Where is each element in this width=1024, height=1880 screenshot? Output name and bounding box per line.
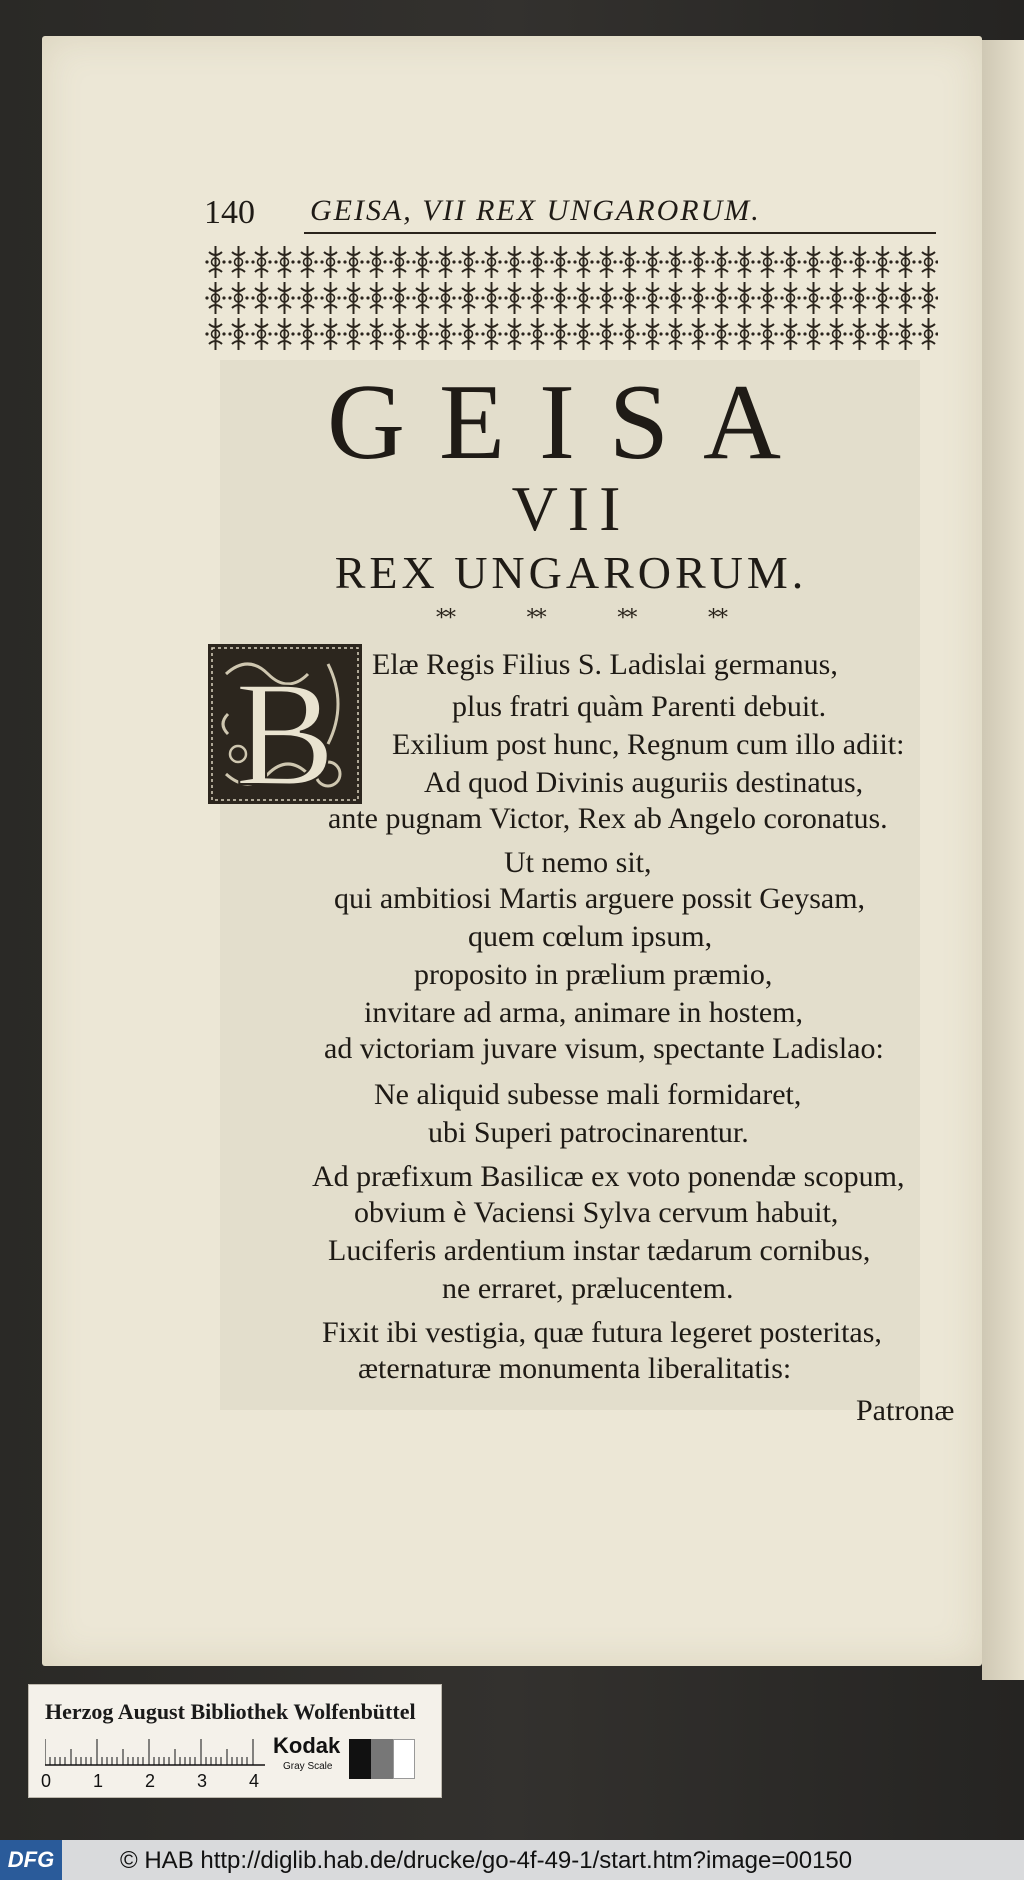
text-line: plus fratri quàm Parenti debuit. xyxy=(452,690,827,723)
text-line: proposito in prælium præmio, xyxy=(414,958,773,991)
dropcap-letter: B xyxy=(234,651,336,804)
text-line: Ad quod Divinis auguriis destinatus, xyxy=(424,766,864,799)
decorated-initial xyxy=(208,644,362,804)
text-line: ante pugnam Victor, Rex ab Angelo coronatus. xyxy=(328,802,888,835)
running-head xyxy=(204,190,938,234)
star-ornament: ** xyxy=(617,606,636,631)
text-line: ne erraret, prælucentem. xyxy=(442,1272,734,1305)
title-subtitle: REX UNGARORUM. xyxy=(334,547,808,598)
ruler-number: 0 xyxy=(41,1771,52,1791)
ornament-band xyxy=(204,244,938,352)
grayscale-label: Gray Scale xyxy=(283,1761,333,1772)
star-ornament: ** xyxy=(526,606,545,631)
text-line: Elæ Regis Filius S. Ladislai germanus, xyxy=(372,648,838,681)
ruler-scale xyxy=(45,1735,265,1769)
header-rule xyxy=(304,232,936,234)
facing-page-edge xyxy=(982,40,1024,1680)
text-line: æternaturæ monumenta liberalitatis: xyxy=(358,1352,792,1385)
page-number: 140 xyxy=(204,194,255,231)
text-line: ubi Superi patrocinarentur. xyxy=(428,1116,749,1149)
library-color-bar xyxy=(28,1684,442,1798)
footer-bar xyxy=(0,1840,1024,1880)
star-ornaments xyxy=(436,606,726,630)
text-line: Ad præfixum Basilicæ ex voto ponendæ scopum, xyxy=(312,1160,905,1193)
text-line: quem cœlum ipsum, xyxy=(468,920,713,953)
ruler-number: 3 xyxy=(197,1771,208,1791)
running-title: GEISA, VII REX UNGARORUM. xyxy=(310,194,761,227)
ruler-number: 4 xyxy=(249,1771,260,1791)
copyright-url[interactable]: © HAB http://diglib.hab.de/drucke/go-4f-49-1/start.htm?image=00150 xyxy=(120,1847,853,1874)
text-line: Fixit ibi vestigia, quæ futura legeret posteritas, xyxy=(322,1316,882,1349)
text-line: invitare ad arma, animare in hostem, xyxy=(364,996,803,1029)
text-line: obvium è Vaciensi Sylva cervum habuit, xyxy=(354,1196,839,1229)
star-ornament: ** xyxy=(707,606,726,631)
text-line: Ut nemo sit, xyxy=(504,846,652,879)
dfg-logo: DFG xyxy=(0,1840,62,1880)
ruler-number: 1 xyxy=(93,1771,104,1791)
text-line: Exilium post hunc, Regnum cum illo adiit: xyxy=(392,728,905,761)
gray-swatch-white xyxy=(393,1739,415,1779)
text-line: ad victoriam juvare visum, spectante Ladislao: xyxy=(324,1032,884,1065)
ruler-number: 2 xyxy=(145,1771,156,1791)
text-line: Luciferis ardentium instar tædarum cornibus, xyxy=(328,1234,871,1267)
gray-swatch-mid xyxy=(371,1739,393,1779)
text-line: Ne aliquid subesse mali formidaret, xyxy=(374,1078,802,1111)
catchword: Patronæ xyxy=(856,1394,955,1427)
star-ornament: ** xyxy=(436,606,454,631)
kodak-label: Kodak xyxy=(273,1733,341,1758)
text-line: qui ambitiosi Martis arguere possit Geysam, xyxy=(334,882,866,915)
title-name: GEISA xyxy=(327,363,815,482)
gray-swatch-black xyxy=(349,1739,371,1779)
library-name: Herzog August Bibliothek Wolfenbüttel xyxy=(45,1699,416,1724)
title-numeral: VII xyxy=(511,473,631,544)
